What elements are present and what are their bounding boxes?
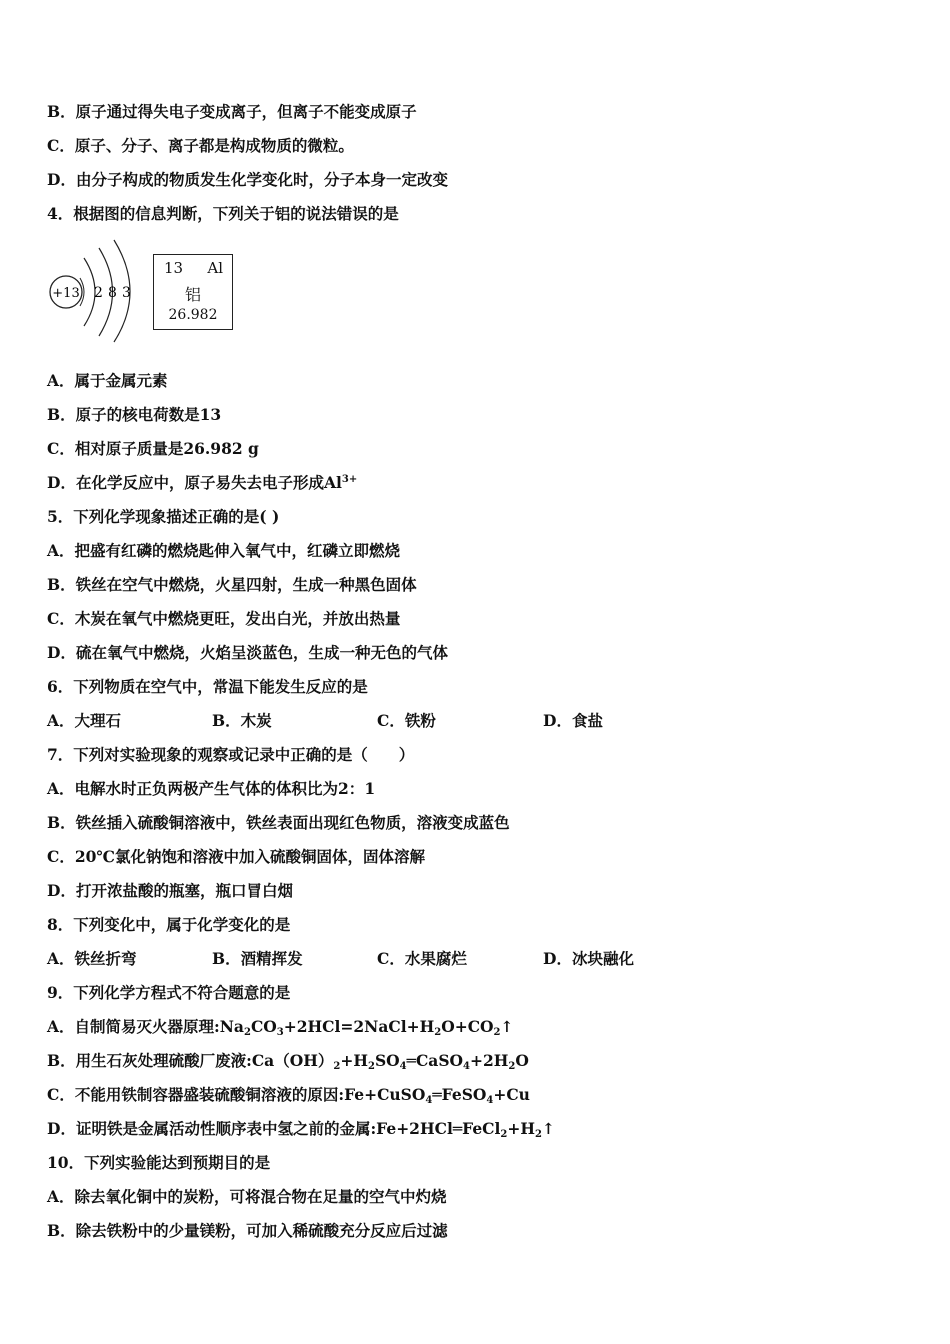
shell-2-count: 8 bbox=[108, 285, 117, 301]
q7-option-c: C．20℃氯化钠饱和溶液中加入硫酸铜固体，固体溶解 bbox=[47, 847, 425, 866]
q8-option-b: B．酒精挥发 bbox=[212, 949, 303, 968]
q9-option-b-text: B．用生石灰处理硫酸厂废液: bbox=[47, 1051, 252, 1070]
q9-option-b: B．用生石灰处理硫酸厂废液$:Ca(OH)_2+H_2SO_4═CaSO_4+2H_2O$ bbox=[47, 1051, 529, 1072]
q7-option-a: A．电解水时正负两极产生气体的体积比为2：1 bbox=[47, 779, 376, 798]
element-symbol: Al bbox=[207, 259, 223, 277]
q8-stem: 8．下列变化中，属于化学变化的是 bbox=[47, 915, 291, 934]
q5-option-b: B．铁丝在空气中燃烧，火星四射，生成一种黑色固体 bbox=[47, 575, 417, 594]
ion-charge: 3+ bbox=[341, 474, 358, 485]
q9-option-d-text: D．证明铁是金属活动性顺序表中氢之前的金属: bbox=[47, 1119, 377, 1138]
q9-option-a: A．自制简易灭火器原理$:Na_2CO_3+2HCl=2NaCl+H_2O+CO_2↑$ bbox=[47, 1017, 514, 1038]
q4-stem: 4．根据图的信息判断，下列关于铝的说法错误的是 bbox=[47, 204, 399, 223]
q10-option-a: A．除去氧化铜中的炭粉，可将混合物在足量的空气中灼烧 bbox=[47, 1187, 447, 1206]
q6-stem: 6．下列物质在空气中，常温下能发生反应的是 bbox=[47, 677, 368, 696]
nucleus-label: +13 bbox=[52, 286, 80, 301]
q8-option-a: A．铁丝折弯 bbox=[47, 949, 137, 968]
q7-stem: 7．下列对实验现象的观察或记录中正确的是（ ） bbox=[47, 745, 415, 764]
q10-option-b: B．除去铁粉中的少量镁粉，可加入稀硫酸充分反应后过滤 bbox=[47, 1221, 448, 1240]
q3-option-d: D．由分子构成的物质发生化学变化时，分子本身一定改变 bbox=[47, 170, 448, 189]
q9-stem: 9．下列化学方程式不符合题意的是 bbox=[47, 983, 291, 1002]
q9-option-a-text: A．自制简易灭火器原理: bbox=[47, 1017, 220, 1036]
q7-option-b: B．铁丝插入硫酸铜溶液中，铁丝表面出现红色物质，溶液变成蓝色 bbox=[47, 813, 510, 832]
periodic-table-cell bbox=[153, 254, 233, 330]
q5-option-c: C．木炭在氧气中燃烧更旺，发出白光，并放出热量 bbox=[47, 609, 401, 628]
q8-option-d: D．冰块融化 bbox=[543, 949, 634, 968]
atomic-number: 13 bbox=[164, 259, 184, 277]
q9-option-c-text: C．不能用铁制容器盛装硫酸铜溶液的原因: bbox=[47, 1085, 345, 1104]
q4-option-d-text: D．在化学反应中，原子易失去电子形成Al bbox=[47, 473, 342, 492]
q10-stem: 10．下列实验能达到预期目的是 bbox=[47, 1153, 271, 1172]
q5-option-a: A．把盛有红磷的燃烧匙伸入氧气中，红磷立即燃烧 bbox=[47, 541, 401, 560]
q6-option-a: A．大理石 bbox=[47, 711, 122, 730]
shell-3-count: 3 bbox=[122, 285, 131, 301]
q5-stem: 5．下列化学现象描述正确的是( ) bbox=[47, 507, 280, 526]
element-name: 铝 bbox=[184, 285, 201, 304]
q4-option-c: C．相对原子质量是26.982 g bbox=[47, 439, 259, 458]
atomic-mass: 26.982 bbox=[168, 307, 218, 323]
q7-option-d: D．打开浓盐酸的瓶塞，瓶口冒白烟 bbox=[47, 881, 293, 900]
q9-option-d: D．证明铁是金属活动性顺序表中氢之前的金属$:Fe+2HCl═FeCl_2+H_2↑$ bbox=[47, 1119, 555, 1140]
q6-option-d: D．食盐 bbox=[543, 711, 603, 730]
q4-option-a: A．属于金属元素 bbox=[47, 371, 168, 390]
q6-option-b: B．木炭 bbox=[212, 711, 272, 730]
q8-option-c: C．水果腐烂 bbox=[377, 949, 467, 968]
shell-1-count: 2 bbox=[94, 285, 103, 301]
q6-option-c: C．铁粉 bbox=[377, 711, 436, 730]
q3-option-c: C．原子、分子、离子都是构成物质的微粒。 bbox=[47, 136, 354, 155]
q3-option-b: B．原子通过得失电子变成离子，但离子不能变成原子 bbox=[47, 102, 417, 121]
q9-option-c: C．不能用铁制容器盛装硫酸铜溶液的原因:Fe+CuSO$_4$═FeSO$_4$+Cu bbox=[47, 1085, 530, 1106]
q4-option-d bbox=[47, 473, 357, 493]
q4-option-b: B．原子的核电荷数是13 bbox=[47, 405, 222, 424]
q5-option-d: D．硫在氧气中燃烧，火焰呈淡蓝色，生成一种无色的气体 bbox=[47, 643, 448, 662]
